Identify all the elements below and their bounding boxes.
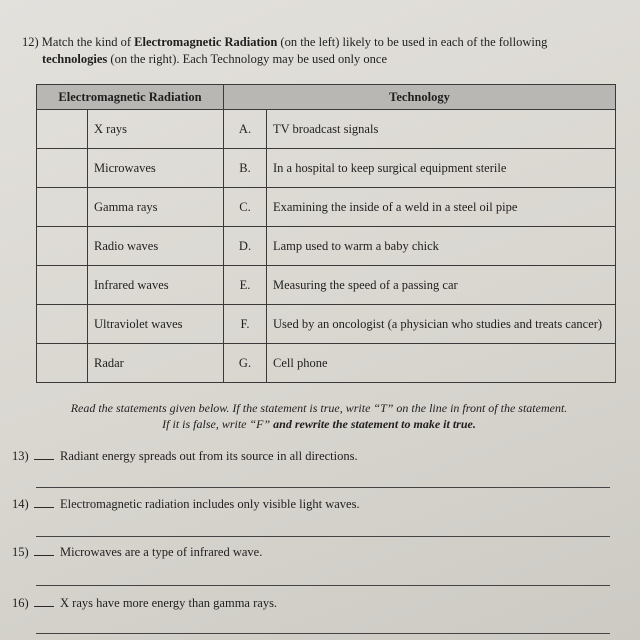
statement-text: X rays have more energy than gamma rays.	[60, 596, 278, 610]
tf-blank[interactable]	[34, 596, 54, 607]
table-row	[37, 149, 616, 188]
header-radiation: Electromagnetic Radiation	[37, 85, 224, 110]
technology-cell: Used by an oncologist (a physician who studies and treats cancer)	[267, 305, 616, 344]
question-12	[22, 34, 622, 68]
letter-cell: F.	[224, 305, 267, 344]
technology-cell: Measuring the speed of a passing car	[267, 266, 616, 305]
statement-16	[12, 596, 612, 611]
table-header-row	[37, 85, 616, 110]
radiation-cell: Radar	[88, 344, 224, 383]
technology-cell: Lamp used to warm a baby chick	[267, 227, 616, 266]
question-text: (on the left) likely to be used in each of the following	[277, 35, 548, 49]
instructions-line-1: Read the statements given below. If the statement is true, write “T” on the line in front of the statement.	[70, 401, 568, 415]
table-row	[37, 266, 616, 305]
table-row	[37, 110, 616, 149]
question-bold-term: technologies	[42, 52, 108, 66]
statement-text: Radiant energy spreads out from its source in all directions.	[60, 449, 358, 463]
tf-blank[interactable]	[34, 497, 54, 508]
instructions-line-2: If it is false, write “F”	[162, 417, 274, 431]
answer-cell[interactable]	[37, 227, 88, 266]
statement-number: 15)	[12, 545, 29, 559]
rewrite-line[interactable]	[36, 633, 610, 634]
technology-cell: Cell phone	[267, 344, 616, 383]
statement-15	[12, 545, 612, 560]
table-row	[37, 305, 616, 344]
answer-cell[interactable]	[37, 149, 88, 188]
statement-number: 16)	[12, 596, 29, 610]
statement-number: 14)	[12, 497, 29, 511]
rewrite-line[interactable]	[36, 536, 610, 537]
table-row	[37, 344, 616, 383]
question-number: 12)	[22, 35, 39, 49]
tf-blank[interactable]	[34, 545, 54, 556]
answer-cell[interactable]	[37, 305, 88, 344]
matching-table	[36, 84, 616, 383]
radiation-cell: Infrared waves	[88, 266, 224, 305]
letter-cell: C.	[224, 188, 267, 227]
statement-text: Electromagnetic radiation includes only visible light waves.	[60, 497, 360, 511]
rewrite-line[interactable]	[36, 487, 610, 488]
answer-cell[interactable]	[37, 188, 88, 227]
technology-cell: TV broadcast signals	[267, 110, 616, 149]
statement-number: 13)	[12, 449, 29, 463]
question-text: Match the kind of	[41, 35, 135, 49]
radiation-cell: Microwaves	[88, 149, 224, 188]
statement-13	[12, 449, 612, 464]
instructions	[16, 400, 622, 432]
answer-cell[interactable]	[37, 344, 88, 383]
radiation-cell: Ultraviolet waves	[88, 305, 224, 344]
table-row	[37, 227, 616, 266]
question-bold-term: Electromagnetic Radiation	[134, 35, 278, 49]
table-row	[37, 188, 616, 227]
answer-cell[interactable]	[37, 266, 88, 305]
letter-cell: B.	[224, 149, 267, 188]
header-technology: Technology	[224, 85, 616, 110]
letter-cell: A.	[224, 110, 267, 149]
letter-cell: D.	[224, 227, 267, 266]
rewrite-line[interactable]	[36, 585, 610, 586]
statement-14	[12, 497, 612, 512]
radiation-cell: Radio waves	[88, 227, 224, 266]
statement-text: Microwaves are a type of infrared wave.	[60, 545, 263, 559]
question-text: (on the right). Each Technology may be used only once	[107, 52, 387, 66]
answer-cell[interactable]	[37, 110, 88, 149]
technology-cell: Examining the inside of a weld in a steel oil pipe	[267, 188, 616, 227]
letter-cell: G.	[224, 344, 267, 383]
radiation-cell: Gamma rays	[88, 188, 224, 227]
technology-cell: In a hospital to keep surgical equipment sterile	[267, 149, 616, 188]
instructions-bold: and rewrite the statement to make it true.	[273, 417, 476, 431]
radiation-cell: X rays	[88, 110, 224, 149]
tf-blank[interactable]	[34, 449, 54, 460]
letter-cell: E.	[224, 266, 267, 305]
